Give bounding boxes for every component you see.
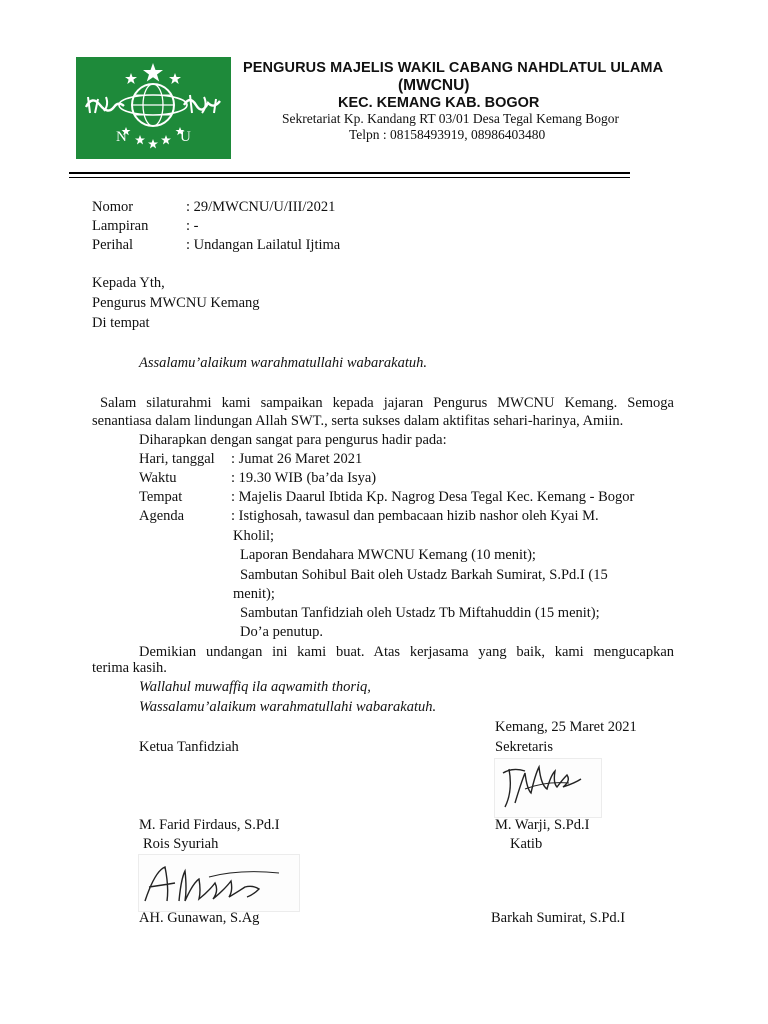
katib-title: Katib [510,836,543,852]
org-region: KEC. KEMANG KAB. BOGOR [338,95,540,111]
greeting: Assalamu’alaikum warahmatullahi wabarakatuh. [139,355,427,371]
meta-label-lampiran: Lampiran [92,218,149,234]
sekretaris-title: Sekretaris [495,739,553,755]
recipient-line: Kepada Yth, [92,275,165,291]
org-abbrev: (MWCNU) [398,77,470,94]
ketua-title: Ketua Tanfidziah [139,739,239,755]
agenda-line: Sambutan Tanfidziah oleh Ustadz Tb Miftahuddin (15 menit); [240,605,600,621]
closing-line: Demikian undangan ini kami buat. Atas kerjasama yang baik, kami mengucapkan [139,644,674,660]
meta-value-perihal: : Undangan Lailatul Ijtima [186,237,341,253]
detail-label: Waktu [139,470,177,486]
org-title: PENGURUS MAJELIS WAKIL CABANG NAHDLATUL ULAMA [243,60,664,76]
rois-name: AH. Gunawan, S.Ag [139,910,260,926]
ketua-name: M. Farid Firdaus, S.Pd.I [139,817,280,833]
meta-label-nomor: Nomor [92,199,134,215]
header-rule-thin [69,177,630,178]
agenda-line: Do’a penutup. [240,624,323,640]
recipient-line: Di tempat [92,315,150,331]
org-address: Sekretariat Kp. Kandang RT 03/01 Desa Tegal Kemang Bogor [282,111,620,126]
detail-value: : Majelis Daarul Ibtida Kp. Nagrog Desa Tegal Kec. Kemang - Bogor [231,489,635,505]
meta-value-lampiran: : - [186,218,199,234]
detail-value: : Istighosah, tawasul dan pembacaan hizib nashor oleh Kyai M. [231,508,599,524]
nu-globe-icon [76,57,231,159]
sekretaris-signature [494,758,602,818]
detail-label: Hari, tanggal [139,451,215,467]
detail-label: Tempat [139,489,183,505]
detail-value: : Jumat 26 Maret 2021 [231,451,363,467]
nu-logo [76,57,231,159]
rois-signature [138,854,300,912]
agenda-line: Laporan Bendahara MWCNU Kemang (10 menit); [240,547,536,563]
katib-name: Barkah Sumirat, S.Pd.I [491,910,626,926]
invite-intro: Diharapkan dengan sangat para pengurus hadir pada: [139,432,447,448]
detail-value: : 19.30 WIB (ba’da Isya) [231,470,377,486]
agenda-line: Kholil; [233,528,275,544]
paragraph-line: Salam silaturahmi kami sampaikan kepada jajaran Pengurus MWCNU Kemang. Semoga [100,395,674,411]
place-date: Kemang, 25 Maret 2021 [495,719,637,735]
logo-letter-u: U [180,129,191,145]
closing-prayer: Wallahul muwaffiq ila aqwamith thoriq, [139,679,371,695]
meta-value-nomor: : 29/MWCNU/U/III/2021 [186,199,336,215]
closing-salam: Wassalamu’alaikum warahmatullahi wabarakatuh. [139,699,437,715]
closing-line: terima kasih. [92,660,167,676]
meta-label-perihal: Perihal [92,237,134,253]
detail-label: Agenda [139,508,185,524]
agenda-line: Sambutan Sohibul Bait oleh Ustadz Barkah Sumirat, S.Pd.I (15 [240,567,608,583]
header-rule-thick [69,172,630,174]
sekretaris-name: M. Warji, S.Pd.I [495,817,590,833]
recipient-line: Pengurus MWCNU Kemang [92,295,260,311]
paragraph-line: senantiasa dalam lindungan Allah SWT., serta sukses dalam aktifitas sehari-harinya, Amiin. [92,413,624,429]
rois-title: Rois Syuriah [143,836,219,852]
org-phone: Telpn : 08158493919, 08986403480 [349,127,546,142]
agenda-line: menit); [233,586,275,602]
signature-icon [495,759,601,817]
logo-letter-n: N [116,129,127,145]
signature-icon [139,855,299,911]
